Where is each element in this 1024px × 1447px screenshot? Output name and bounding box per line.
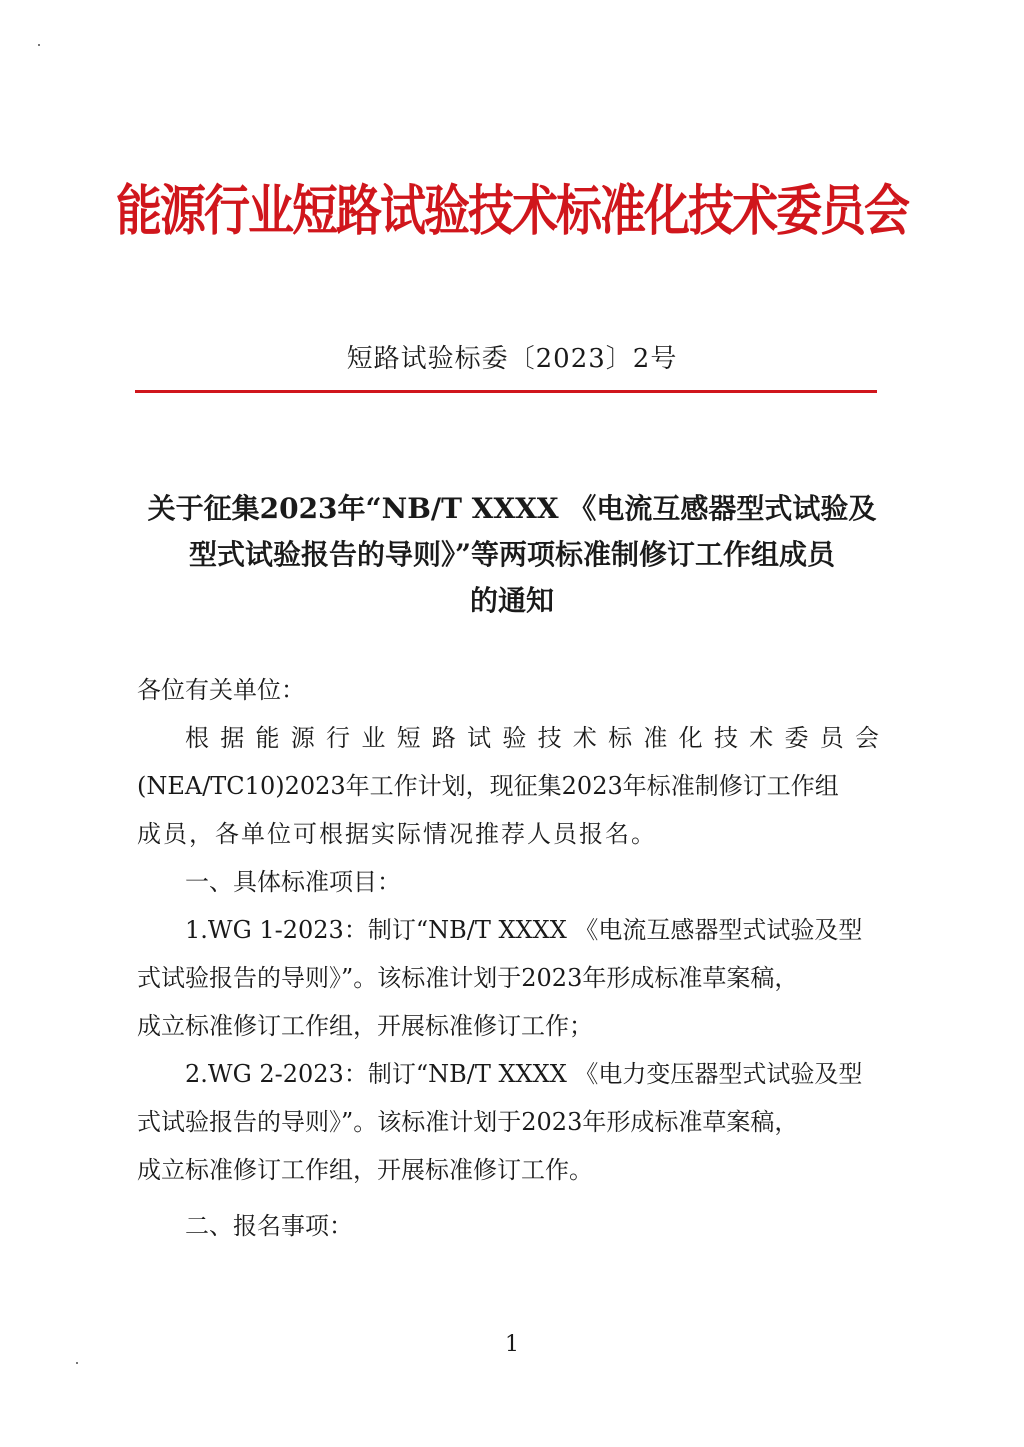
notice-body — [137, 666, 889, 1250]
intro-line: 成员，各单位可根据实际情况推荐人员报名。 — [137, 820, 657, 848]
red-separator-rule — [135, 390, 877, 393]
item-line: 成立标准修订工作组，开展标准修订工作； — [137, 1012, 593, 1040]
item-line: 式试验报告的导则》”。该标准计划于2023年形成标准草案稿， — [137, 964, 799, 992]
notice-title — [120, 486, 904, 624]
salutation: 各位有关单位： — [137, 676, 305, 704]
section-heading: 一、具体标准项目： — [185, 868, 401, 896]
scan-speck — [76, 1362, 78, 1364]
section-heading: 二、报名事项： — [185, 1212, 353, 1240]
title-line: 的通知 — [469, 584, 554, 617]
document-number: 短路试验标委〔2023〕2号 — [346, 344, 678, 374]
page-number: 1 — [505, 1332, 519, 1357]
title-line: 型式试验报告的导则》”等两项标准制修订工作组成员 — [188, 538, 836, 571]
item-line: 成立标准修订工作组，开展标准修订工作。 — [137, 1156, 593, 1184]
title-line: 关于征集2023年“NB/T XXXX 《电流互感器型式试验及 — [147, 492, 877, 525]
issuing-organization-title: 能源行业短路试验技术标准化技术委员会 — [116, 178, 908, 243]
item-line: 2.WG 2-2023：制订“NB/T XXXX 《电力变压器型式试验及型 — [185, 1060, 863, 1088]
intro-line: (NEA/TC10)2023年工作计划，现征集2023年标准制修订工作组 — [137, 772, 839, 800]
item-line: 1.WG 1-2023：制订“NB/T XXXX 《电流互感器型式试验及型 — [185, 916, 863, 944]
intro-line: 根据能源行业短路试验技术标准化技术委员会 — [185, 724, 889, 752]
scan-speck — [38, 44, 40, 46]
item-line: 式试验报告的导则》”。该标准计划于2023年形成标准草案稿， — [137, 1108, 799, 1136]
